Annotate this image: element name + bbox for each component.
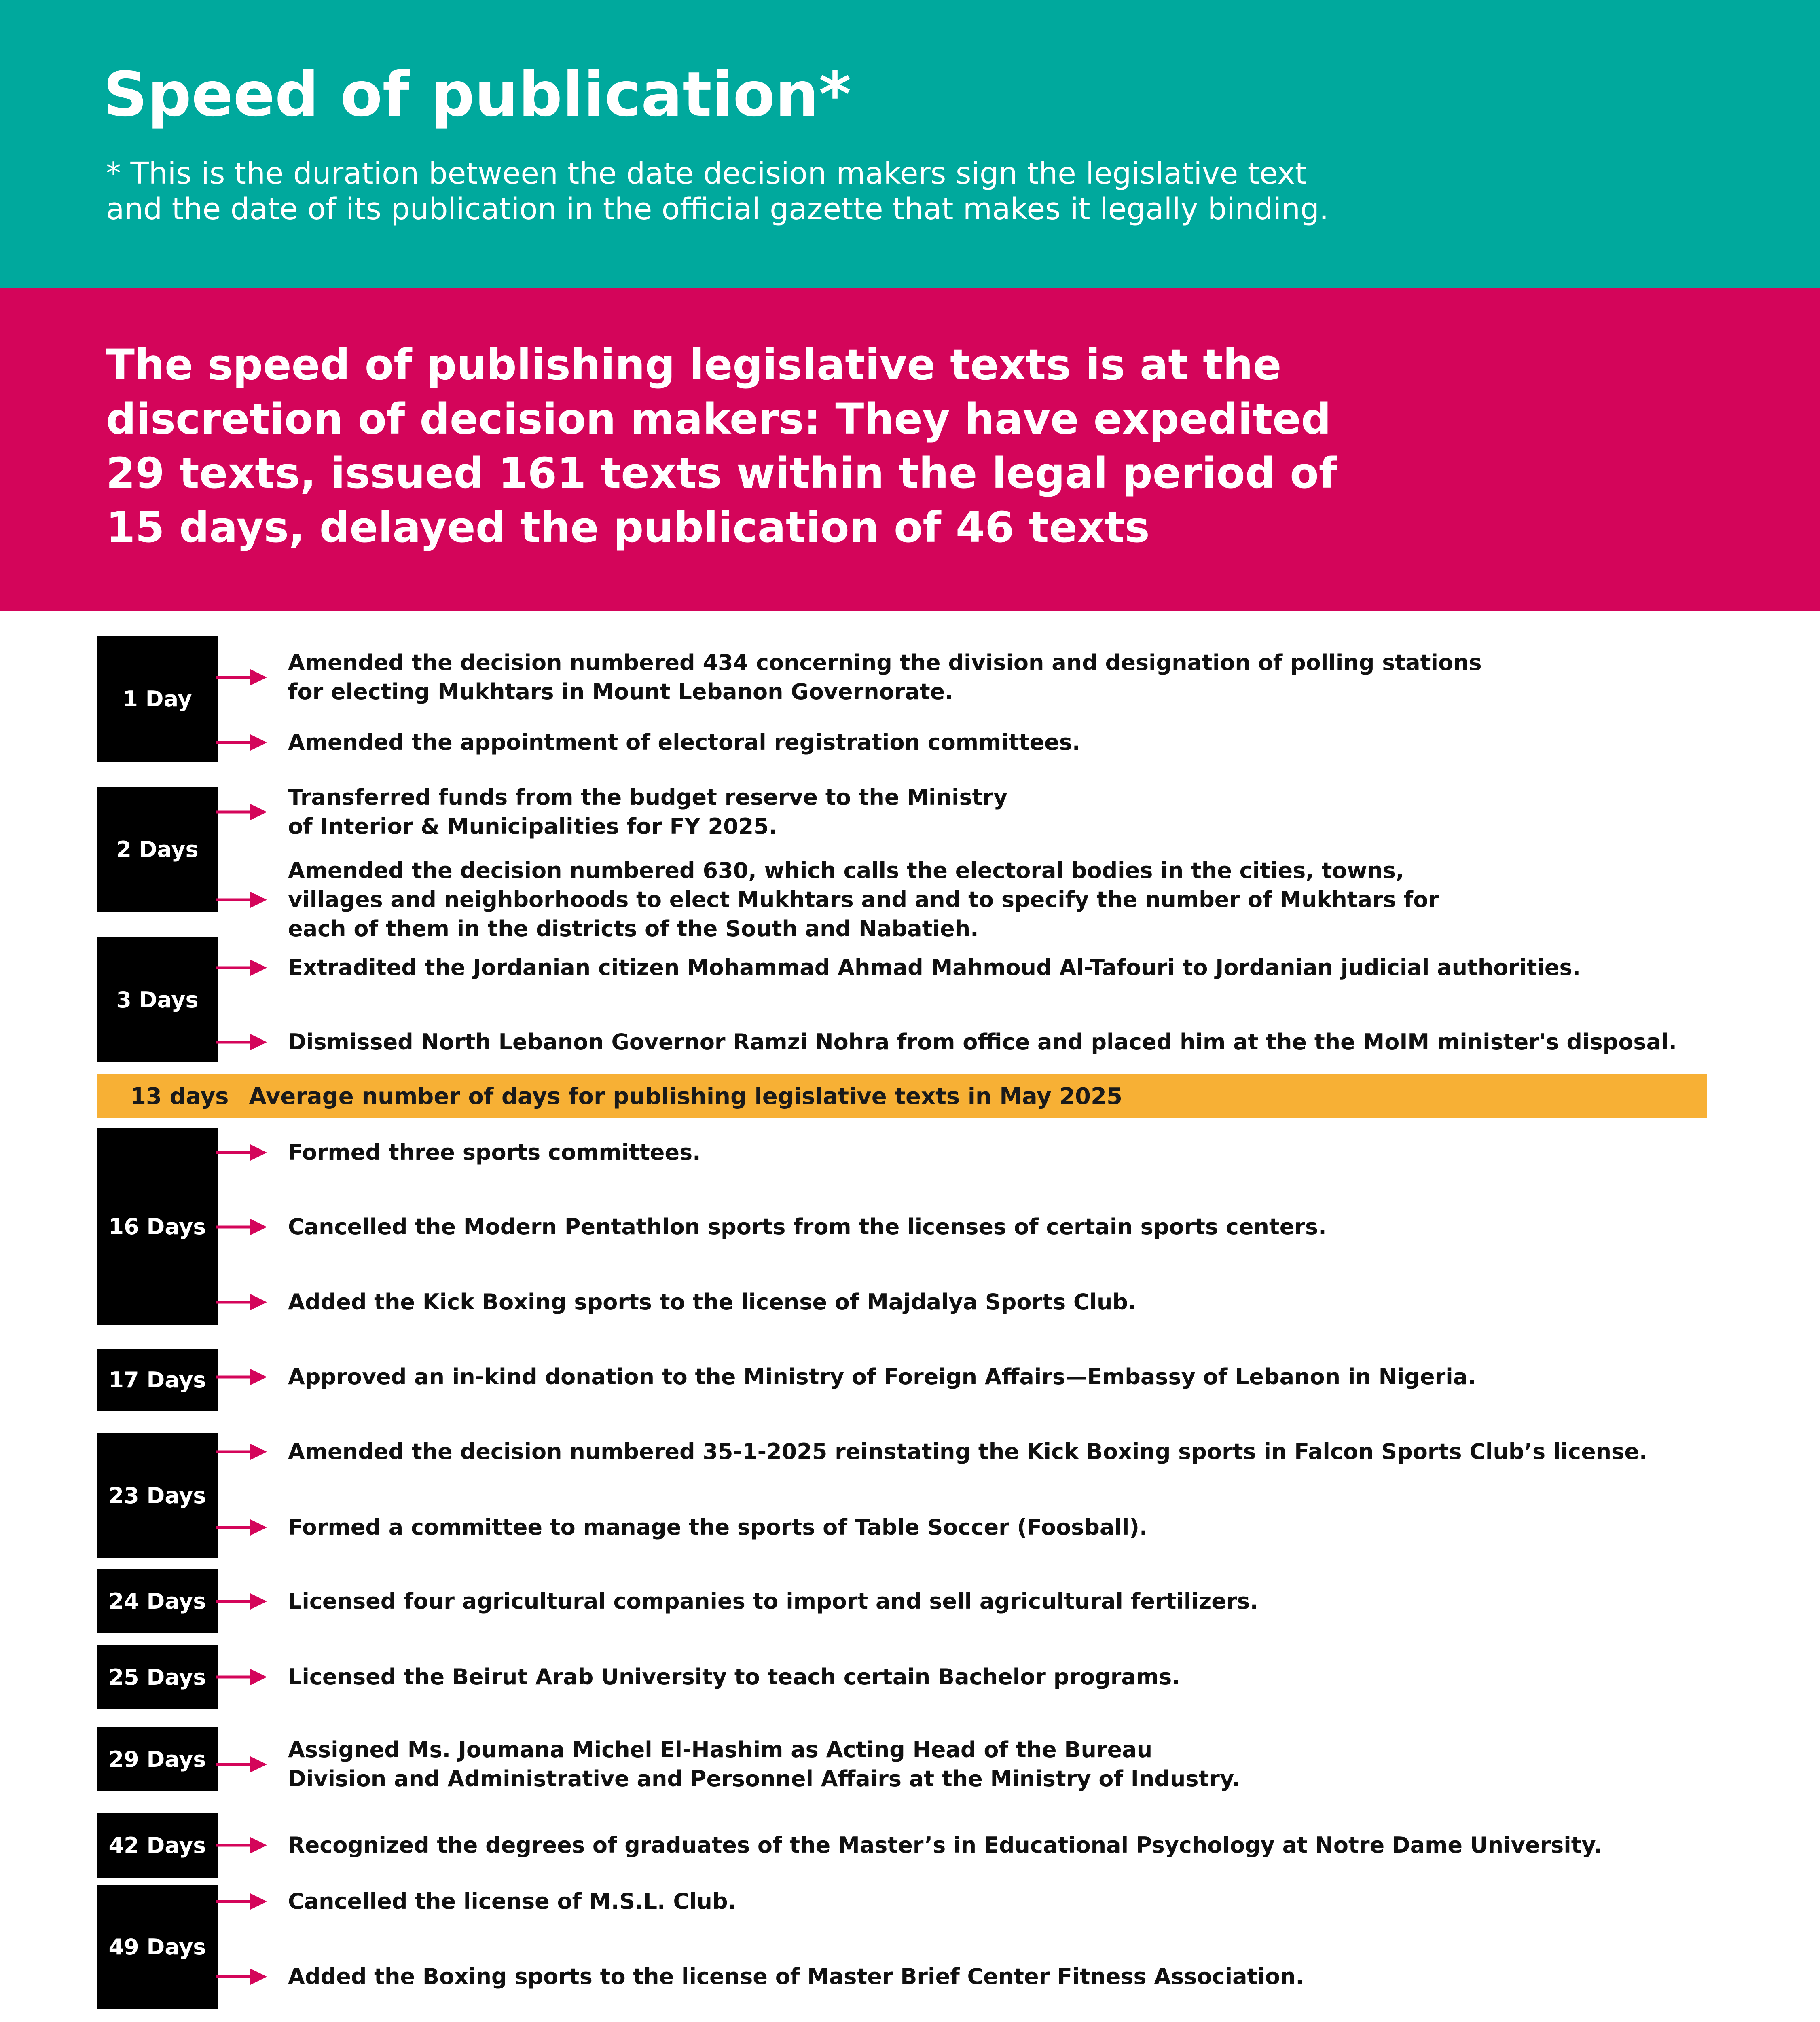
- page-title: Speed of publication*: [103, 59, 851, 130]
- arrow-right-icon: [216, 1835, 267, 1855]
- day-group: [0, 937, 1820, 1062]
- arrow-right-icon: [216, 667, 267, 687]
- day-group: [0, 1645, 1820, 1709]
- day-group: [0, 1727, 1820, 1791]
- decision-item: [216, 1662, 1753, 1692]
- headline: [106, 338, 1764, 554]
- arrow-right-icon: [216, 1754, 267, 1775]
- decision-text: Formed a committee to manage the sports of Table Soccer (Foosball).: [288, 1514, 1148, 1540]
- day-group: [0, 1885, 1820, 2009]
- decision-item: [216, 1831, 1753, 1860]
- arrow-right-icon: [216, 1142, 267, 1163]
- day-group: [0, 1128, 1820, 1325]
- day-group: [0, 636, 1820, 762]
- decision-item: [216, 783, 1753, 841]
- arrow-right-icon: [216, 1891, 267, 1912]
- arrow-right-icon: [216, 1517, 267, 1538]
- arrow-right-icon: [216, 1442, 267, 1462]
- day-count-label: 24 Days: [97, 1569, 218, 1633]
- day-count-label: 3 Days: [97, 937, 218, 1062]
- decision-item: [216, 1735, 1753, 1794]
- day-group: [0, 1433, 1820, 1558]
- decision-item: [216, 953, 1753, 982]
- decision-text: Recognized the degrees of graduates of the Master’s in Educational Psychology at Notre Dame University.: [288, 1832, 1602, 1858]
- decision-item: [216, 728, 1753, 757]
- headline-line: 15 days, delayed the publication of 46 texts: [106, 503, 1150, 552]
- arrow-right-icon: [216, 1217, 267, 1237]
- headline-line: 29 texts, issued 161 texts within the legal period of: [106, 448, 1337, 498]
- arrow-right-icon: [216, 1967, 267, 1987]
- footnote-line: * This is the duration between the date decision makers sign the legislative text: [106, 156, 1307, 191]
- headline-line: The speed of publishing legislative texts is at the: [106, 340, 1282, 389]
- day-group: [0, 785, 1820, 941]
- decision-item: [216, 1138, 1753, 1167]
- decision-text: Amended the appointment of electoral registration committees.: [288, 730, 1081, 755]
- decision-item: [216, 1288, 1753, 1317]
- decision-item: [216, 1887, 1753, 1916]
- decision-item: [216, 856, 1753, 943]
- arrow-right-icon: [216, 1032, 267, 1052]
- decision-item: [216, 1437, 1753, 1466]
- decision-item: [216, 1212, 1753, 1242]
- day-count-label: 17 Days: [97, 1349, 218, 1411]
- decision-item: [216, 648, 1753, 706]
- decision-text: Assigned Ms. Joumana Michel El-Hashim as Acting Head of the Bureau Division and Administrative and Personnel Affairs at the Ministry of Industry.: [288, 1737, 1240, 1791]
- decision-text: Amended the decision numbered 630, which calls the electoral bodies in the cities, towns, villages and neighborhoods to elect Mukhtars and and to specify the number of Mukhtars for each of them in the districts of the South and Nabatieh.: [288, 858, 1439, 941]
- day-count-label: 1 Day: [97, 636, 218, 762]
- arrow-right-icon: [216, 732, 267, 753]
- decision-text: Dismissed North Lebanon Governor Ramzi Nohra from office and placed him at the the MoIM minister's disposal.: [288, 1029, 1677, 1055]
- arrow-right-icon: [216, 1292, 267, 1312]
- decision-text: Added the Boxing sports to the license of Master Brief Center Fitness Association.: [288, 1964, 1304, 1989]
- decision-text: Transferred funds from the budget reserve to the Ministry of Interior & Municipalities for FY 2025.: [288, 785, 1008, 839]
- average-days-bar: [97, 1074, 1707, 1118]
- decision-text: Amended the decision numbered 434 concerning the division and designation of polling stations for electing Mukhtars in Mount Lebanon Governorate.: [288, 650, 1482, 704]
- decision-item: [216, 1587, 1753, 1616]
- title-footnote: [106, 156, 1602, 227]
- day-count-label: 23 Days: [97, 1433, 218, 1558]
- decision-text: Amended the decision numbered 35-1-2025 reinstating the Kick Boxing sports in Falcon Sports Club’s license.: [288, 1439, 1648, 1464]
- footnote-line: and the date of its publication in the official gazette that makes it legally binding.: [106, 192, 1329, 226]
- header-band: [0, 0, 1820, 288]
- decision-text: Formed three sports committees.: [288, 1140, 701, 1165]
- headline-line: discretion of decision makers: They have expedited: [106, 394, 1331, 444]
- day-count-label: 49 Days: [97, 1885, 218, 2009]
- decision-text: Cancelled the Modern Pentathlon sports from the licenses of certain sports centers.: [288, 1214, 1327, 1239]
- decision-item: [216, 1028, 1753, 1057]
- day-group: [0, 1813, 1820, 1878]
- day-count-label: 42 Days: [97, 1813, 218, 1878]
- day-count-label: 2 Days: [97, 787, 218, 912]
- decision-text: Licensed four agricultural companies to import and sell agricultural fertilizers.: [288, 1588, 1259, 1614]
- decision-item: [216, 1362, 1753, 1392]
- average-days-value: 13 days: [130, 1083, 229, 1110]
- decision-text: Licensed the Beirut Arab University to teach certain Bachelor programs.: [288, 1664, 1180, 1690]
- decision-item: [216, 1513, 1753, 1542]
- arrow-right-icon: [216, 1591, 267, 1612]
- arrow-right-icon: [216, 890, 267, 910]
- day-group: [0, 1349, 1820, 1411]
- decision-text: Cancelled the license of M.S.L. Club.: [288, 1889, 736, 1914]
- decision-text: Extradited the Jordanian citizen Mohammad Ahmad Mahmoud Al-Tafouri to Jordanian judicial authorities.: [288, 955, 1581, 980]
- day-count-label: 29 Days: [97, 1727, 218, 1791]
- day-count-label: 16 Days: [97, 1128, 218, 1325]
- arrow-right-icon: [216, 958, 267, 978]
- decision-text: Approved an in-kind donation to the Ministry of Foreign Affairs—Embassy of Lebanon in Nigeria.: [288, 1364, 1476, 1390]
- arrow-right-icon: [216, 1367, 267, 1387]
- day-count-label: 25 Days: [97, 1645, 218, 1709]
- arrow-right-icon: [216, 1667, 267, 1687]
- decision-text: Added the Kick Boxing sports to the license of Majdalya Sports Club.: [288, 1289, 1136, 1315]
- day-group: [0, 1569, 1820, 1633]
- arrow-right-icon: [216, 802, 267, 822]
- decision-item: [216, 1962, 1753, 1991]
- average-days-label: Average number of days for publishing legislative texts in May 2025: [249, 1083, 1122, 1110]
